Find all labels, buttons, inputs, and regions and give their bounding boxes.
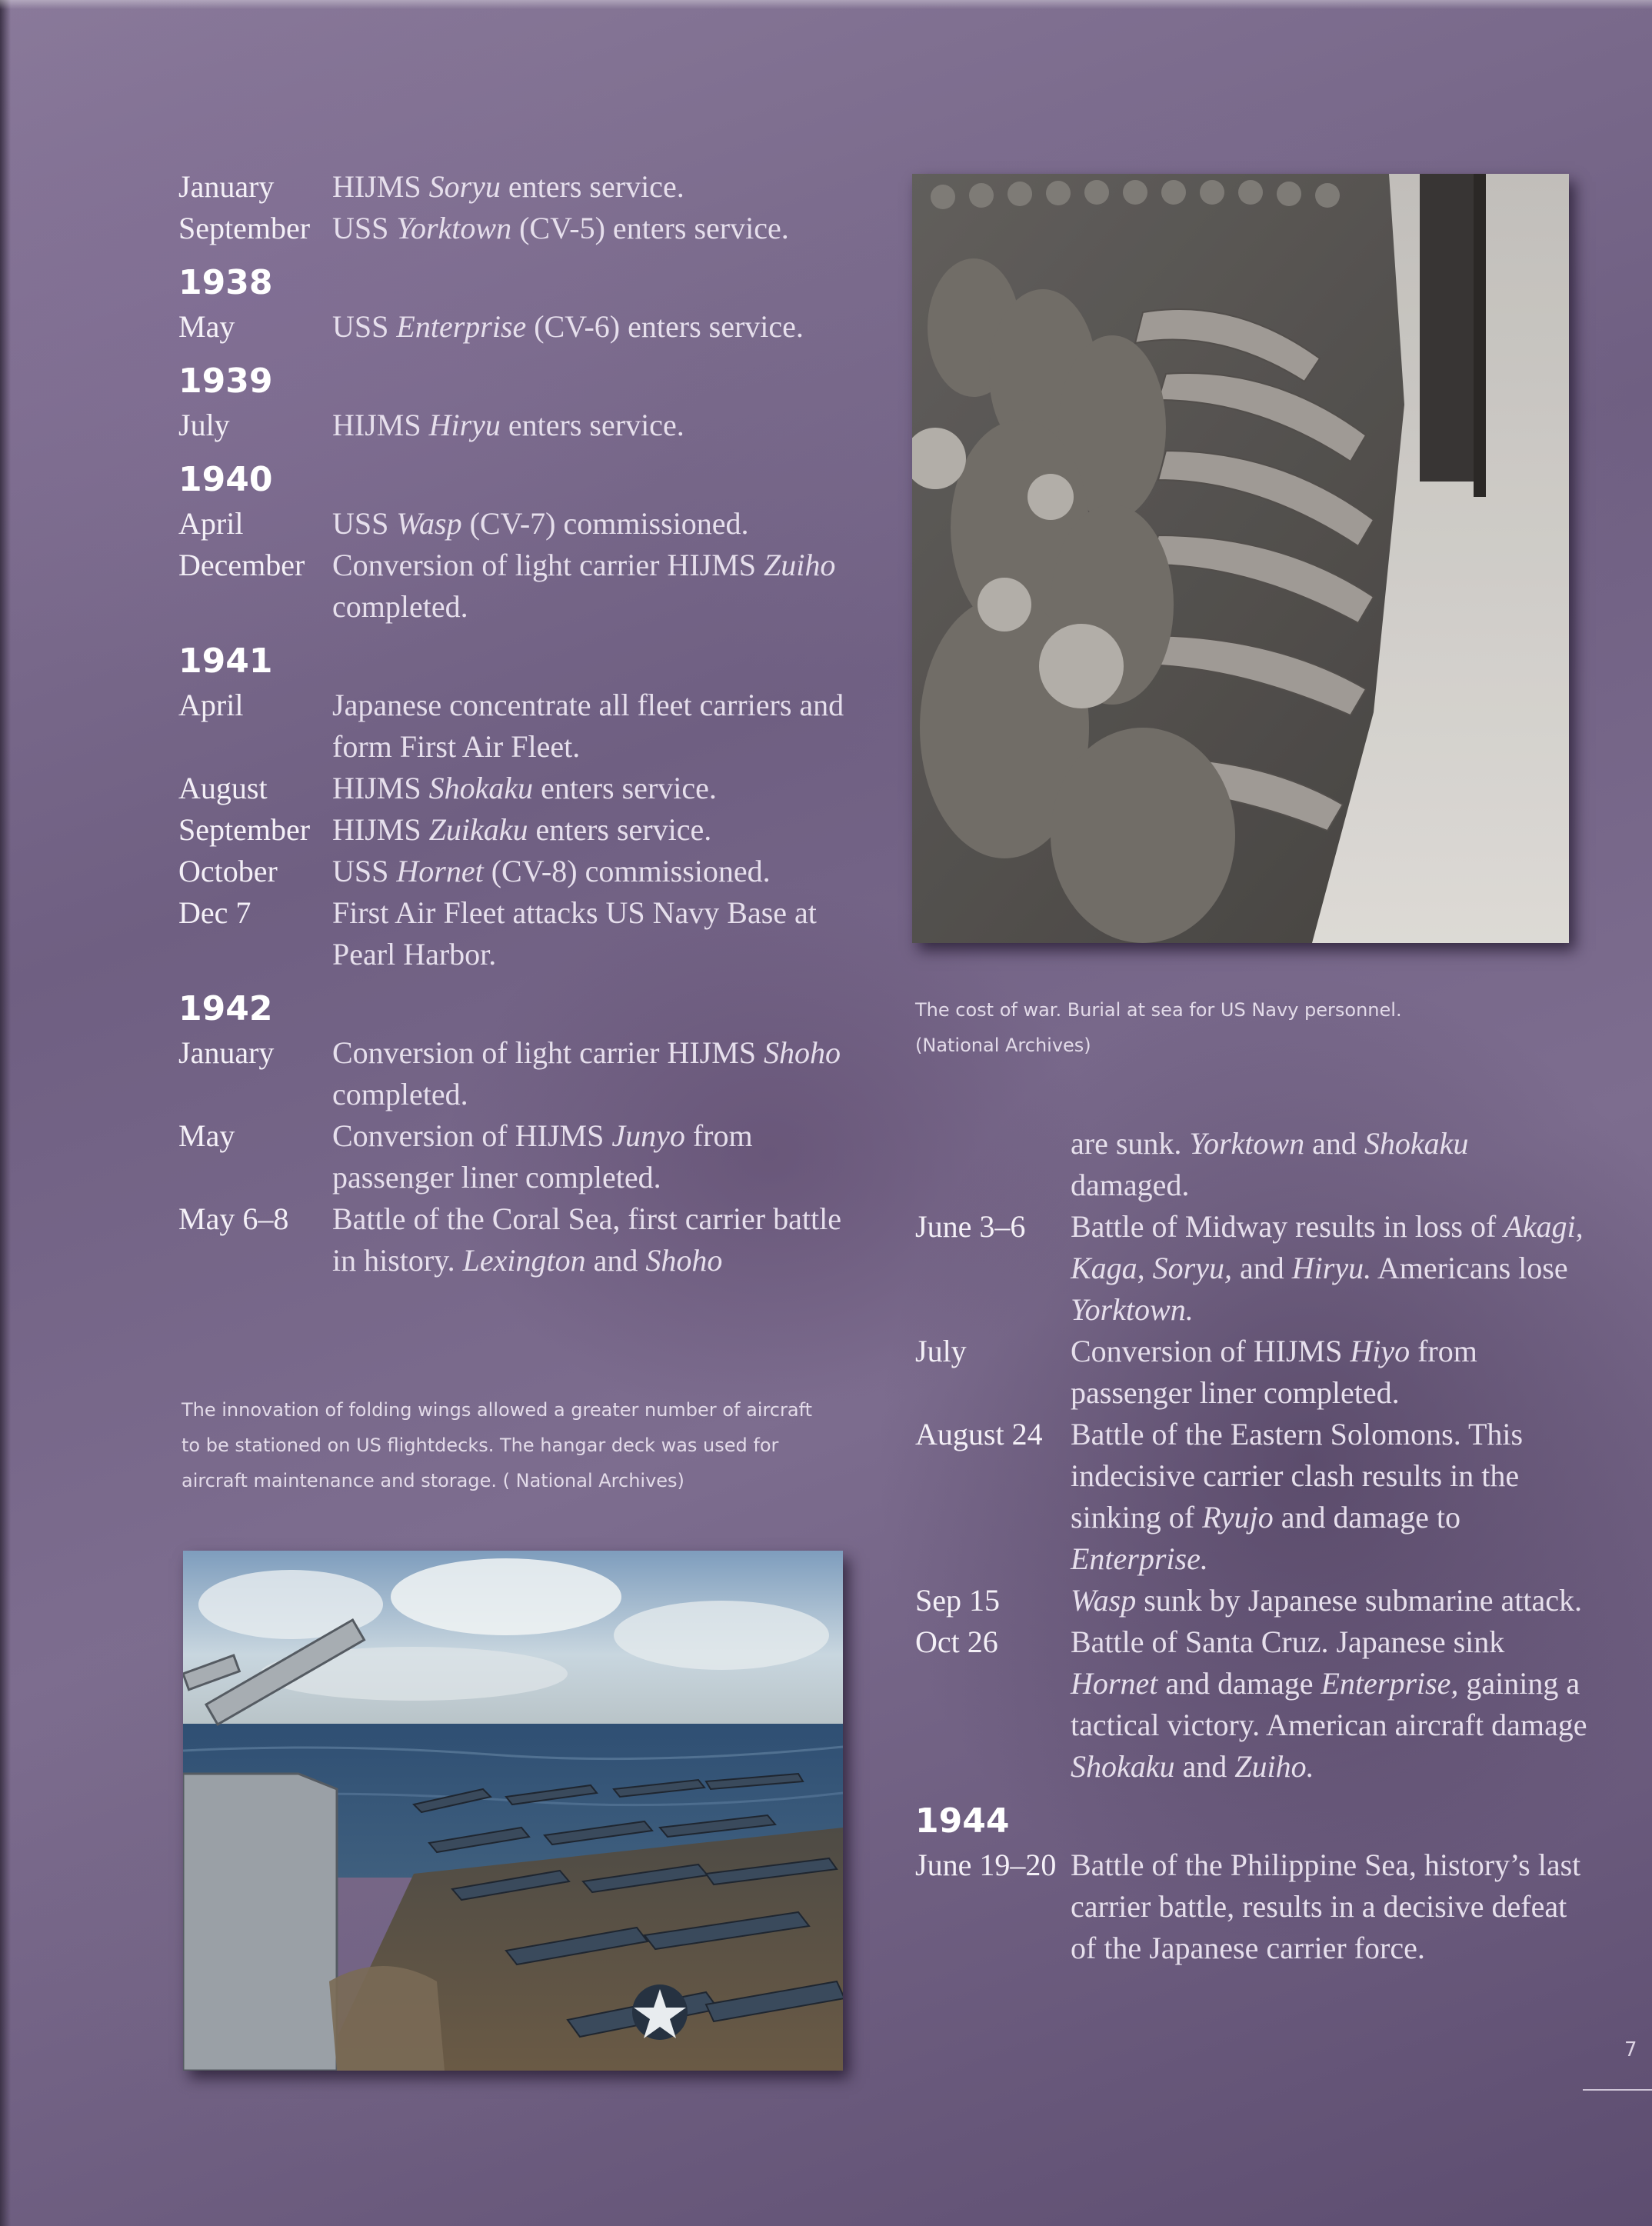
description-text: HIJMS	[332, 408, 429, 442]
year-heading: 1938	[178, 263, 273, 302]
description-text: Battle of Midway results in loss of	[1071, 1209, 1504, 1244]
entry-description	[332, 851, 855, 892]
timeline-entry	[915, 1844, 1592, 1969]
ship-name: Zuikaku	[428, 812, 528, 847]
entry-description	[332, 1032, 855, 1115]
entry-date	[915, 1123, 1071, 1206]
description-text: (CV-7) commissioned.	[461, 506, 749, 541]
caption-line: The innovation of folding wings allowed a greater number of aircraft	[182, 1399, 812, 1421]
ship-name: Shoho	[645, 1243, 723, 1278]
description-text: Conversion of light carrier HIJMS	[332, 1035, 764, 1070]
description-text: from passenger liner completed.	[332, 1118, 753, 1195]
timeline-entry	[178, 768, 855, 809]
entry-description	[1071, 1621, 1592, 1788]
entry-description	[1071, 1580, 1592, 1621]
ship-name: Junyo	[611, 1118, 685, 1153]
page-binding-edge	[0, 0, 11, 2226]
entry-description	[332, 503, 855, 545]
page-number-rule	[1583, 2089, 1652, 2091]
description-text: Japanese concentrate all fleet carriers and form First Air Fleet.	[332, 688, 844, 764]
entry-date: April	[178, 688, 244, 722]
timeline-entry	[915, 1414, 1592, 1580]
year-heading: 1944	[915, 1801, 1010, 1841]
timeline-entry	[915, 1331, 1592, 1414]
description-text: gaining a tactical victory. American aircraft damage	[1071, 1666, 1587, 1742]
ship-name: Enterprise	[396, 309, 527, 344]
timeline-entry	[178, 892, 855, 975]
ship-name: Akagi, Kaga, Soryu,	[1071, 1209, 1584, 1285]
entry-date: Oct 26	[915, 1625, 998, 1659]
ship-name: Shokaku	[1071, 1749, 1175, 1784]
entry-date: October	[178, 854, 278, 888]
timeline-entry	[915, 1621, 1592, 1788]
timeline-entry	[178, 166, 855, 208]
entry-date: May 6–8	[178, 1201, 289, 1236]
timeline-entry	[178, 503, 855, 545]
caption-line: to be stationed on US flightdecks. The hangar deck was used for	[182, 1435, 779, 1456]
description-text: are sunk.	[1071, 1126, 1190, 1161]
entry-date: May	[178, 309, 235, 344]
description-text: from passenger liner completed.	[1071, 1334, 1477, 1410]
entry-date: December	[178, 548, 305, 582]
entry-description	[332, 545, 855, 628]
ship-name: Shokaku	[428, 771, 534, 805]
timeline-entry	[178, 306, 855, 348]
description-text: and damage to	[1273, 1500, 1460, 1535]
entry-description	[332, 208, 855, 249]
caption-line: aircraft maintenance and storage. ( National Archives)	[182, 1470, 684, 1491]
description-text: HIJMS	[332, 812, 429, 847]
description-text: Battle of the Eastern Solomons. This indecisive carrier clash results in the sinking of	[1071, 1417, 1524, 1535]
entry-date: June 19–20	[915, 1848, 1057, 1882]
description-text: Battle of the Coral Sea, first carrier battle in history.	[332, 1201, 841, 1278]
description-text: USS	[332, 309, 397, 344]
flightdeck-photo	[183, 1551, 843, 2071]
description-text: (CV-5) enters service.	[511, 211, 789, 245]
timeline-entry	[178, 685, 855, 768]
entry-description	[332, 166, 855, 208]
caption-line: (National Archives)	[915, 1035, 1091, 1056]
flightdeck-image	[183, 1551, 843, 2071]
description-text: enters service.	[500, 408, 684, 442]
entry-date: June 3–6	[915, 1209, 1026, 1244]
burial-at-sea-photo	[912, 174, 1569, 943]
description-text: USS	[332, 211, 397, 245]
entry-date: May	[178, 1118, 235, 1153]
description-text: enters service.	[533, 771, 717, 805]
description-text: Americans lose	[1371, 1251, 1568, 1285]
description-text: sunk by Japanese submarine attack.	[1136, 1583, 1583, 1618]
entry-date: September	[178, 211, 311, 245]
entry-date: July	[915, 1334, 967, 1368]
description-text: (CV-8) commissioned.	[483, 854, 771, 888]
left-timeline-column	[178, 166, 855, 1281]
entry-description	[1071, 1206, 1592, 1331]
description-text: enters service.	[500, 169, 684, 204]
ship-name: Soryu	[428, 169, 501, 204]
description-text: Battle of Santa Cruz. Japanese sink	[1071, 1625, 1505, 1659]
timeline-entry	[178, 809, 855, 851]
ship-name: Zuiho	[764, 548, 836, 582]
description-text: (CV-6) enters service.	[526, 309, 804, 344]
description-text: and damage	[1157, 1666, 1321, 1701]
entry-date: September	[178, 812, 311, 847]
ship-name: Hiryu.	[1291, 1251, 1372, 1285]
description-text: and	[1174, 1749, 1235, 1784]
ship-name: Hiyo	[1350, 1334, 1411, 1368]
description-text: and	[1232, 1251, 1292, 1285]
entry-description	[1071, 1331, 1592, 1414]
description-text: Conversion of light carrier HIJMS	[332, 548, 764, 582]
year-heading: 1940	[178, 460, 273, 499]
burial-at-sea-image	[912, 174, 1569, 943]
entry-description	[332, 405, 855, 446]
timeline-entry	[178, 851, 855, 892]
timeline-entry	[178, 208, 855, 249]
timeline-entry	[178, 545, 855, 628]
page-top-edge	[0, 0, 1652, 9]
description-text: Battle of the Philippine Sea, history’s last carrier battle, results in a decisive defeat of the Japanese carrier force.	[1071, 1848, 1581, 1965]
description-text: Conversion of HIJMS	[332, 1118, 612, 1153]
timeline-entry	[178, 1115, 855, 1198]
timeline-entry	[178, 405, 855, 446]
description-text: HIJMS	[332, 169, 429, 204]
entry-description	[1071, 1414, 1592, 1580]
description-text: and	[1304, 1126, 1364, 1161]
ship-name: Wasp	[1071, 1583, 1137, 1618]
description-text: completed.	[332, 589, 468, 624]
description-text: HIJMS	[332, 771, 429, 805]
ship-name: Lexington	[462, 1243, 586, 1278]
entry-description	[332, 892, 855, 975]
entry-description	[332, 1115, 855, 1198]
year-heading: 1942	[178, 989, 273, 1028]
timeline-entry	[915, 1206, 1592, 1331]
description-text: enters service.	[528, 812, 712, 847]
timeline-entry	[915, 1580, 1592, 1621]
entry-date: August	[178, 771, 268, 805]
entry-date: January	[178, 1035, 275, 1070]
entry-description	[332, 685, 855, 768]
ship-name: Yorktown.	[1071, 1292, 1194, 1327]
ship-name: Enterprise.	[1071, 1541, 1208, 1576]
ship-name: Enterprise,	[1321, 1666, 1459, 1701]
timeline-entry	[915, 1123, 1592, 1206]
ship-name: Hornet	[396, 854, 484, 888]
ship-name: Yorktown	[1189, 1126, 1305, 1161]
ship-name: Ryujo	[1202, 1500, 1274, 1535]
entry-description	[332, 1198, 855, 1281]
ship-name: Yorktown	[396, 211, 512, 245]
description-text: and	[585, 1243, 646, 1278]
description-text: USS	[332, 506, 397, 541]
timeline-entry	[178, 1198, 855, 1281]
ship-name: Wasp	[396, 506, 462, 541]
entry-date: January	[178, 169, 275, 204]
ship-name: Shokaku	[1364, 1126, 1469, 1161]
description-text: damaged.	[1071, 1168, 1190, 1202]
entry-description	[332, 306, 855, 348]
timeline-entry	[178, 1032, 855, 1115]
entry-description	[1071, 1844, 1592, 1969]
description-text: USS	[332, 854, 397, 888]
description-text: completed.	[332, 1077, 468, 1111]
entry-description	[332, 768, 855, 809]
ship-name: Shoho	[764, 1035, 841, 1070]
ship-name: Zuiho.	[1234, 1749, 1314, 1784]
description-text: First Air Fleet attacks US Navy Base at Pearl Harbor.	[332, 895, 817, 971]
entry-description	[332, 809, 855, 851]
caption-line: The cost of war. Burial at sea for US Navy personnel.	[915, 999, 1402, 1021]
burial-photo-caption	[915, 992, 1607, 1063]
entry-description	[1071, 1123, 1592, 1206]
ship-name: Hornet	[1071, 1666, 1158, 1701]
entry-date: April	[178, 506, 244, 541]
entry-date: July	[178, 408, 230, 442]
year-heading: 1939	[178, 362, 273, 401]
flightdeck-photo-caption	[182, 1392, 889, 1498]
entry-date: Dec 7	[178, 895, 251, 930]
ship-name: Hiryu	[428, 408, 501, 442]
entry-date: August 24	[915, 1417, 1043, 1451]
right-timeline-column	[915, 1123, 1592, 1969]
year-heading: 1941	[178, 641, 273, 681]
page-number: 7	[1624, 2038, 1637, 2061]
description-text: Conversion of HIJMS	[1071, 1334, 1351, 1368]
entry-date: Sep 15	[915, 1583, 1000, 1618]
